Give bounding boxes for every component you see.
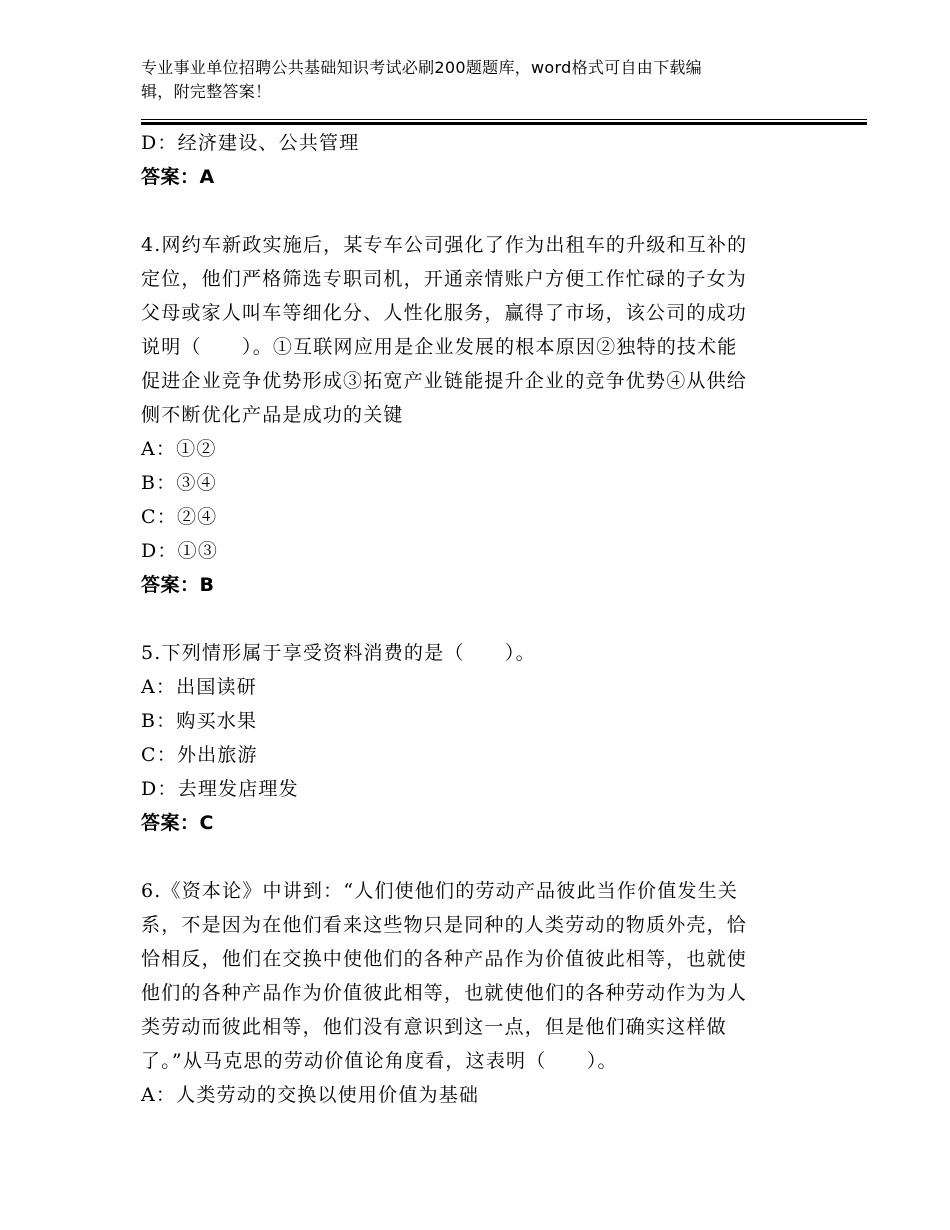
q4-stem-line: 4.网约车新政实施后，某专车公司强化了作为出租车的升级和互补的 — [141, 234, 748, 256]
spacer — [141, 194, 801, 228]
q5-option-a: A：出国读研 — [141, 676, 257, 698]
header-line-2: 辑，附完整答案！ — [141, 82, 272, 101]
q5-option-b: B：购买水果 — [141, 710, 258, 732]
question-6 — [141, 874, 801, 1112]
q5-option-d: D：去理发店理发 — [141, 778, 299, 800]
q5-option-c: C：外出旅游 — [141, 744, 258, 766]
q6-stem-line: 系，不是因为在他们看来这些物只是同种的人类劳动的物质外壳，恰 — [141, 914, 748, 936]
q4-stem-line: 定位，他们严格筛选专职司机，开通亲情账户方便工作忙碌的子女为 — [141, 268, 748, 290]
q4-stem-line: 侧不断优化产品是成功的关键 — [141, 404, 404, 426]
q6-stem-line: 他们的各种产品作为价值彼此相等，也就使他们的各种劳动作为为人 — [141, 982, 748, 1004]
q6-stem-line: 类劳动而彼此相等，他们没有意识到这一点，但是他们确实这样做 — [141, 1016, 727, 1038]
q4-stem-line: 促进企业竞争优势形成③拓宽产业链能提升企业的竞争优势④从供给 — [141, 370, 748, 392]
q5-stem-line: 5.下列情形属于享受资料消费的是（ ）。 — [141, 642, 536, 664]
q3-answer: 答案：A — [141, 166, 215, 188]
spacer — [141, 840, 801, 874]
q4-option-d: D：①③ — [141, 540, 219, 562]
q4-stem-line: 父母或家人叫车等细化分、人性化服务，赢得了市场，该公司的成功 — [141, 302, 748, 324]
q6-stem-line: 6.《资本论》中讲到：“人们使他们的劳动产品彼此当作价值发生关 — [141, 880, 739, 902]
q4-option-b: B：③④ — [141, 472, 217, 494]
header-rule-thin — [141, 119, 867, 120]
question-5 — [141, 636, 801, 840]
q4-answer: 答案：B — [141, 574, 215, 596]
header-rule-thick — [141, 122, 867, 125]
q3-option-d: D：经济建设、公共管理 — [141, 132, 360, 154]
q5-answer: 答案：C — [141, 812, 214, 834]
q4-option-a: A：①② — [141, 438, 217, 460]
q4-stem-line: 说明（ ）。①互联网应用是企业发展的根本原因②独特的技术能 — [141, 336, 738, 358]
q4-option-c: C：②④ — [141, 506, 218, 528]
q6-stem-line: 了。”从马克思的劳动价值论角度看，这表明（ ）。 — [141, 1050, 618, 1072]
question-4 — [141, 228, 801, 602]
q6-stem-line: 恰相反，他们在交换中使他们的各种产品作为价值彼此相等，也就使 — [141, 948, 748, 970]
spacer — [141, 602, 801, 636]
q6-option-a: A：人类劳动的交换以使用价值为基础 — [141, 1084, 480, 1106]
page-header — [141, 56, 841, 104]
header-line-1: 专业事业单位招聘公共基础知识考试必刷200题题库，word格式可自由下载编 — [141, 58, 702, 77]
question-content — [141, 126, 801, 1112]
